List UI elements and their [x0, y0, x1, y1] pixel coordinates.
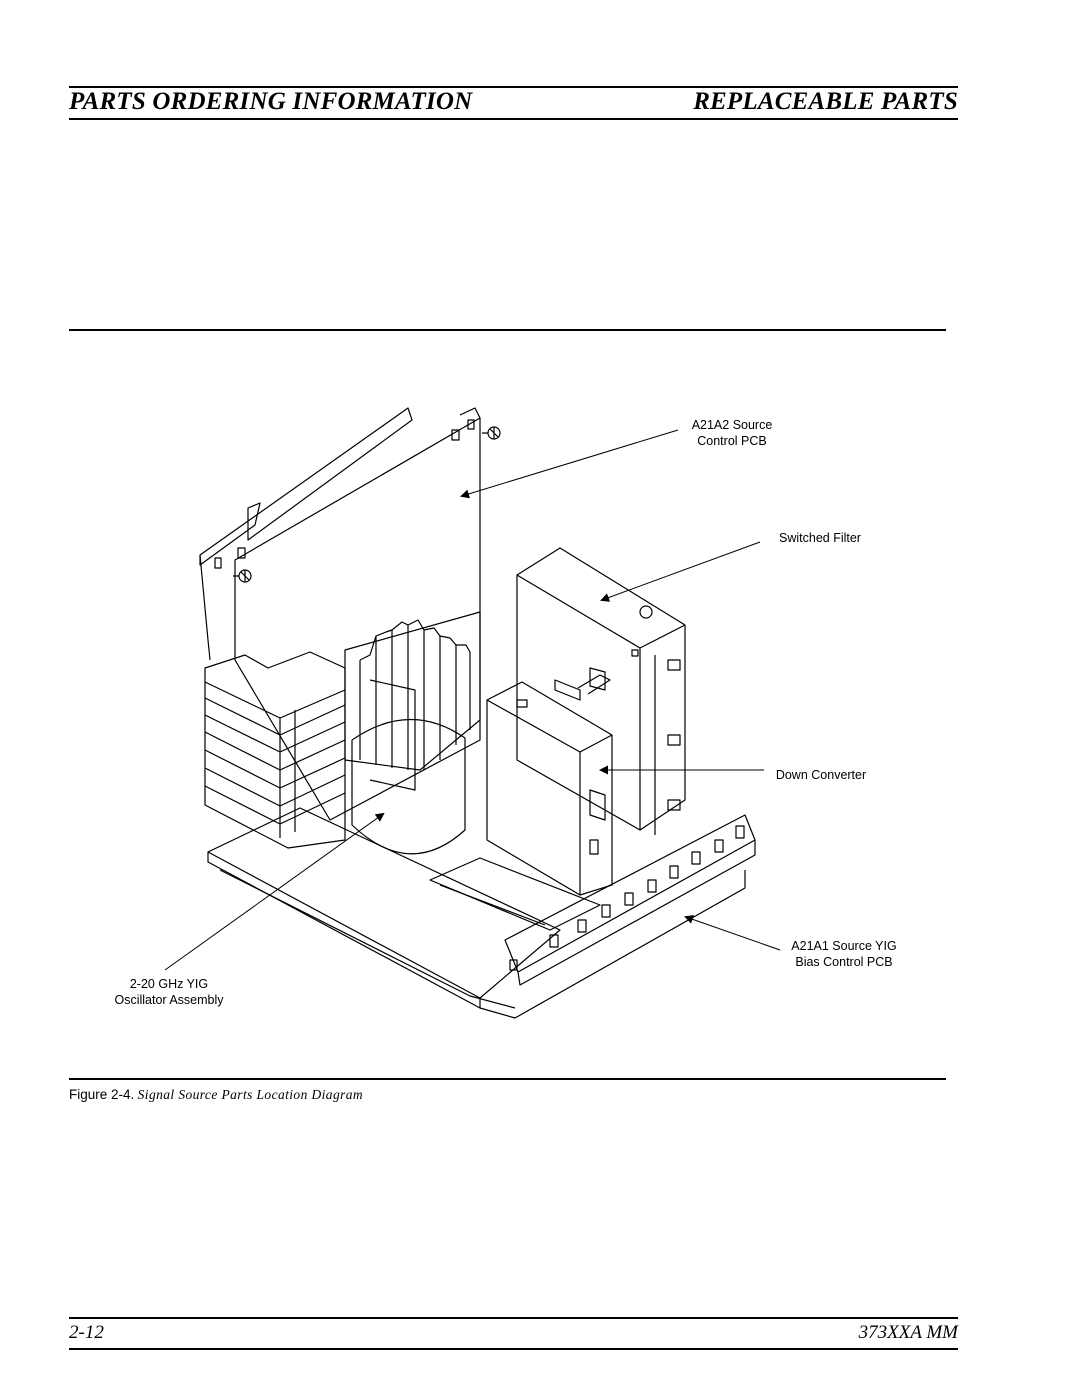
- chapter-title: REPLACEABLE PARTS: [693, 88, 958, 115]
- bias-control-pcb-rail: [505, 815, 755, 985]
- callout-yig-line2: Oscillator Assembly: [114, 993, 224, 1007]
- callout-a21a1-line2: Bias Control PCB: [795, 955, 893, 969]
- a21a1-leader: [686, 917, 780, 950]
- figure-caption-title: Signal Source Parts Location Diagram: [137, 1087, 364, 1102]
- footer-bottom-rule: [69, 1348, 958, 1350]
- callout-a21a2-line1: A21A2 Source: [691, 418, 773, 432]
- down-converter-box: [487, 675, 612, 895]
- switched-filter-leader: [602, 542, 760, 600]
- section-title: PARTS ORDERING INFORMATION: [69, 88, 473, 115]
- switched-filter-box: [517, 548, 685, 835]
- yig-heatsink-fins: [345, 612, 480, 790]
- page-number: 2-12: [69, 1322, 104, 1343]
- callout-yig-line1: 2-20 GHz YIG: [129, 977, 209, 991]
- callout-switched-filter-label: Switched Filter: [779, 531, 861, 545]
- control-pcb-board: [235, 418, 480, 820]
- callout-switched-filter: [760, 530, 880, 546]
- manual-id: 373XXA MM: [858, 1322, 958, 1343]
- callout-yig-oscillator-assembly: [100, 976, 238, 1008]
- figure-caption-number: Figure 2-4.: [69, 1087, 135, 1102]
- callout-a21a1-bias-control-pcb: [777, 938, 911, 970]
- yig-leader: [165, 814, 383, 970]
- figure-caption: [69, 1087, 363, 1103]
- callout-a21a2-source-control-pcb: [672, 417, 792, 449]
- callout-down-converter: [762, 767, 880, 783]
- footer-top-rule: [69, 1317, 958, 1319]
- a21a2-leader: [462, 430, 678, 496]
- callout-a21a1-line1: A21A1 Source YIG: [791, 939, 897, 953]
- callout-a21a2-line2: Control PCB: [697, 434, 767, 448]
- callout-down-converter-label: Down Converter: [775, 768, 867, 782]
